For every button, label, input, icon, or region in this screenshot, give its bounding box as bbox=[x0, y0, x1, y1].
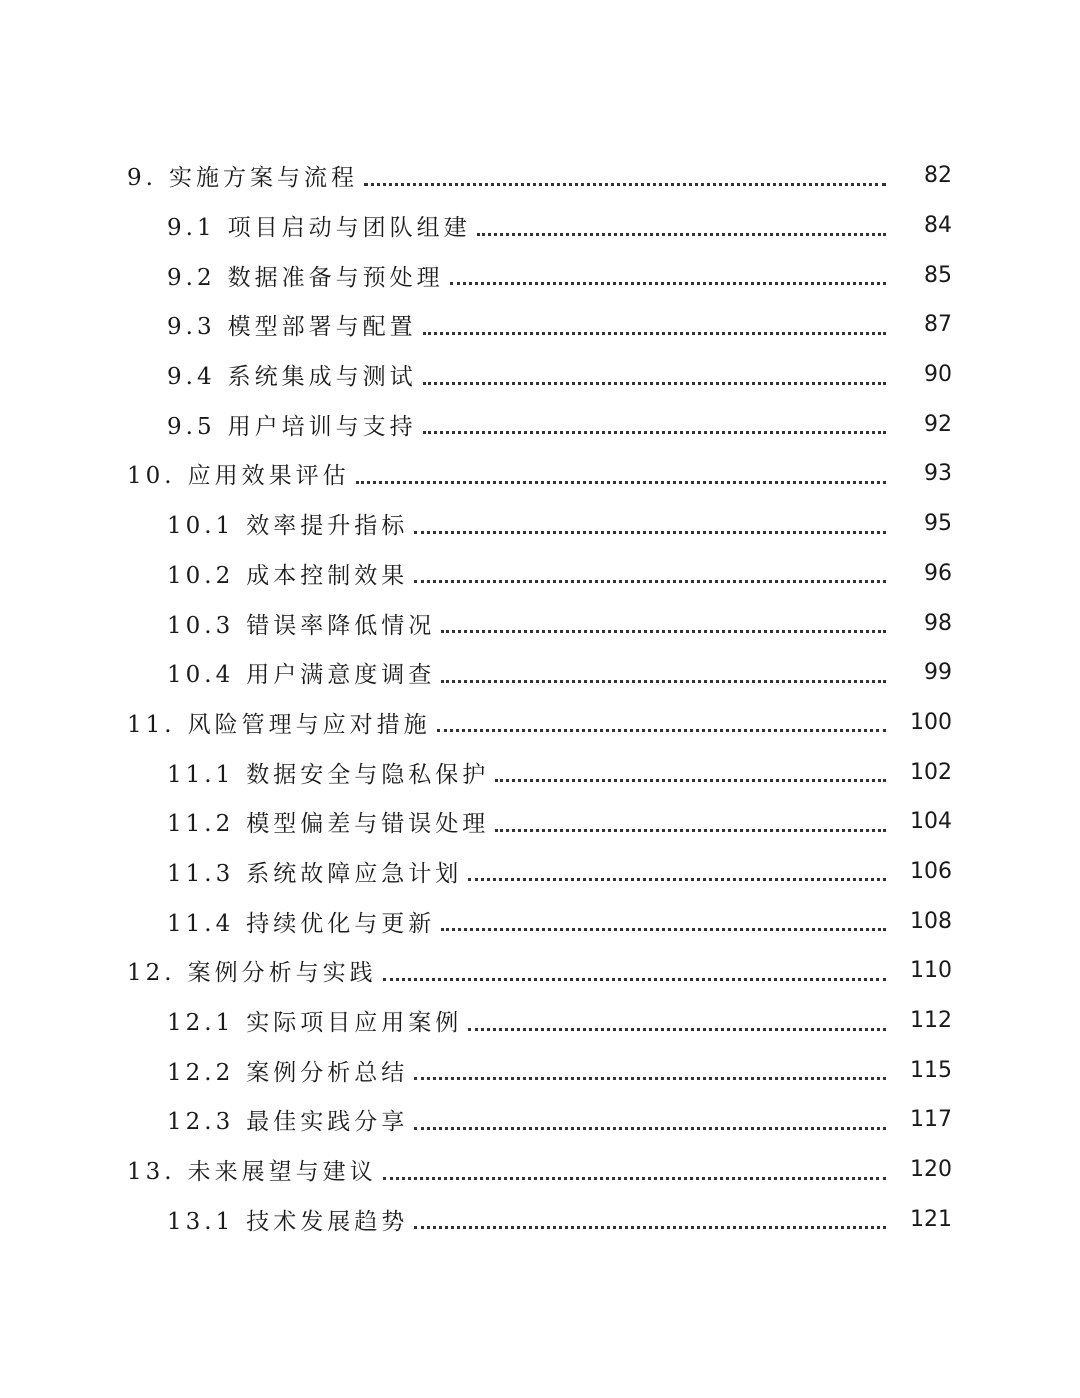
toc-entry-number: 10.4 bbox=[167, 662, 235, 689]
toc-entry-label bbox=[127, 954, 381, 987]
toc-entry-label bbox=[127, 159, 362, 192]
toc-subsection-entry[interactable] bbox=[0, 1095, 1080, 1145]
toc-entry-number: 9.3 bbox=[167, 314, 216, 341]
toc-page-number: 108 bbox=[910, 908, 952, 934]
toc-entry-label bbox=[167, 358, 421, 391]
toc-entry-number: 9.4 bbox=[167, 364, 216, 391]
toc-dot-leader bbox=[414, 579, 886, 583]
toc-page-number: 98 bbox=[924, 610, 952, 636]
toc-section-entry[interactable] bbox=[0, 698, 1080, 748]
toc-dot-leader bbox=[356, 480, 886, 484]
toc-entry-number: 9.2 bbox=[167, 264, 216, 291]
toc-entry-title: 持续优化与更新 bbox=[246, 910, 436, 937]
toc-entry-title: 实施方案与流程 bbox=[168, 165, 358, 192]
toc-dot-leader bbox=[441, 679, 886, 683]
toc-subsection-entry[interactable] bbox=[0, 1045, 1080, 1095]
toc-entry-title: 数据准备与预处理 bbox=[227, 264, 444, 291]
toc-entry-title: 未来展望与建议 bbox=[187, 1159, 377, 1186]
toc-entry-number: 9.1 bbox=[167, 215, 216, 242]
toc-entry-title: 案例分析与实践 bbox=[187, 960, 377, 987]
toc-subsection-entry[interactable] bbox=[0, 399, 1080, 449]
toc-page-number: 117 bbox=[910, 1107, 952, 1133]
toc-entry-title: 技术发展趋势 bbox=[246, 1208, 409, 1235]
toc-section-entry[interactable] bbox=[0, 449, 1080, 499]
toc-page-number: 112 bbox=[910, 1008, 952, 1034]
toc-dot-leader bbox=[414, 530, 886, 534]
toc-entry-label bbox=[167, 408, 421, 441]
toc-entry-number: 12.1 bbox=[167, 1010, 235, 1037]
toc-entry-label bbox=[167, 756, 493, 789]
toc-entry-number: 11.1 bbox=[167, 761, 235, 788]
toc-entry-title: 系统故障应急计划 bbox=[246, 860, 463, 887]
toc-entry-title: 数据安全与隐私保护 bbox=[246, 761, 490, 788]
toc-entry-title: 用户培训与支持 bbox=[227, 413, 417, 440]
toc-dot-leader bbox=[468, 1027, 886, 1031]
toc-entry-label bbox=[167, 905, 439, 938]
toc-dot-leader bbox=[383, 977, 886, 981]
toc-entry-title: 系统集成与测试 bbox=[227, 364, 417, 391]
toc-entry-label bbox=[167, 855, 466, 888]
toc-subsection-entry[interactable] bbox=[0, 896, 1080, 946]
toc-entry-number: 11. bbox=[127, 711, 176, 738]
toc-entry-label bbox=[167, 1054, 412, 1087]
toc-subsection-entry[interactable] bbox=[0, 747, 1080, 797]
toc-dot-leader bbox=[423, 381, 886, 385]
toc-section-entry[interactable] bbox=[0, 1145, 1080, 1195]
toc-entry-number: 10.1 bbox=[167, 513, 235, 540]
table-of-contents bbox=[0, 151, 1080, 1244]
toc-page-number: 121 bbox=[910, 1206, 952, 1232]
toc-entry-label bbox=[127, 706, 435, 739]
toc-subsection-entry[interactable] bbox=[0, 1194, 1080, 1244]
toc-dot-leader bbox=[414, 1076, 886, 1080]
toc-entry-label bbox=[167, 557, 412, 590]
toc-entry-number: 11.3 bbox=[167, 860, 235, 887]
toc-subsection-entry[interactable] bbox=[0, 847, 1080, 897]
toc-entry-title: 风险管理与应对措施 bbox=[187, 711, 431, 738]
toc-subsection-entry[interactable] bbox=[0, 648, 1080, 698]
toc-dot-leader bbox=[441, 629, 886, 633]
toc-dot-leader bbox=[437, 728, 886, 732]
toc-entry-title: 项目启动与团队组建 bbox=[227, 215, 471, 242]
toc-entry-label bbox=[167, 209, 475, 242]
toc-entry-number: 10.2 bbox=[167, 562, 235, 589]
toc-section-entry[interactable] bbox=[0, 151, 1080, 201]
toc-entry-label bbox=[167, 656, 439, 689]
toc-entry-title: 错误率降低情况 bbox=[246, 612, 436, 639]
toc-subsection-entry[interactable] bbox=[0, 598, 1080, 648]
toc-page-number: 110 bbox=[910, 958, 952, 984]
toc-entry-number: 12. bbox=[127, 960, 176, 987]
toc-entry-number: 11.2 bbox=[167, 811, 235, 838]
toc-dot-leader bbox=[441, 927, 886, 931]
toc-entry-label bbox=[167, 259, 448, 292]
toc-entry-number: 12.2 bbox=[167, 1059, 235, 1086]
toc-entry-number: 10. bbox=[127, 463, 176, 490]
toc-page-number: 82 bbox=[924, 163, 952, 189]
toc-dot-leader bbox=[423, 430, 886, 434]
toc-page-number: 87 bbox=[924, 312, 952, 338]
toc-entry-title: 最佳实践分享 bbox=[246, 1109, 409, 1136]
toc-entry-number: 11.4 bbox=[167, 910, 235, 937]
toc-entry-label bbox=[167, 308, 421, 341]
toc-page-number: 120 bbox=[910, 1157, 952, 1183]
toc-page-number: 104 bbox=[910, 809, 952, 835]
toc-dot-leader bbox=[450, 281, 886, 285]
toc-page-number: 106 bbox=[910, 858, 952, 884]
toc-page-number: 85 bbox=[924, 262, 952, 288]
toc-entry-number: 10.3 bbox=[167, 612, 235, 639]
toc-page-number: 96 bbox=[924, 560, 952, 586]
toc-entry-title: 成本控制效果 bbox=[246, 562, 409, 589]
toc-page-number: 115 bbox=[910, 1057, 952, 1083]
toc-entry-label bbox=[127, 1153, 381, 1186]
toc-dot-leader bbox=[477, 232, 886, 236]
toc-entry-label bbox=[167, 507, 412, 540]
toc-entry-label bbox=[167, 1203, 412, 1236]
toc-dot-leader bbox=[414, 1126, 886, 1130]
toc-entry-label bbox=[167, 805, 493, 838]
toc-page-number: 93 bbox=[924, 461, 952, 487]
toc-section-entry[interactable] bbox=[0, 946, 1080, 996]
toc-subsection-entry[interactable] bbox=[0, 996, 1080, 1046]
toc-subsection-entry[interactable] bbox=[0, 250, 1080, 300]
toc-page-number: 102 bbox=[910, 759, 952, 785]
toc-page-number: 92 bbox=[924, 411, 952, 437]
toc-page-number: 100 bbox=[910, 709, 952, 735]
toc-entry-label bbox=[167, 1004, 466, 1037]
toc-entry-title: 效率提升指标 bbox=[246, 513, 409, 540]
toc-page-number: 99 bbox=[924, 660, 952, 686]
toc-entry-title: 模型部署与配置 bbox=[227, 314, 417, 341]
toc-entry-title: 模型偏差与错误处理 bbox=[246, 811, 490, 838]
toc-subsection-entry[interactable] bbox=[0, 797, 1080, 847]
toc-entry-number: 9.5 bbox=[167, 413, 216, 440]
toc-entry-title: 案例分析总结 bbox=[246, 1059, 409, 1086]
toc-subsection-entry[interactable] bbox=[0, 300, 1080, 350]
toc-entry-number: 13.1 bbox=[167, 1208, 235, 1235]
toc-subsection-entry[interactable] bbox=[0, 549, 1080, 599]
toc-entry-title: 应用效果评估 bbox=[187, 463, 350, 490]
toc-page-number: 84 bbox=[924, 213, 952, 239]
toc-entry-title: 用户满意度调查 bbox=[246, 662, 436, 689]
toc-entry-label bbox=[127, 457, 354, 490]
toc-dot-leader bbox=[495, 828, 886, 832]
toc-dot-leader bbox=[423, 331, 886, 335]
toc-dot-leader bbox=[414, 1225, 886, 1229]
toc-entry-number: 9. bbox=[127, 165, 157, 192]
toc-dot-leader bbox=[468, 877, 886, 881]
toc-entry-label bbox=[167, 607, 439, 640]
toc-subsection-entry[interactable] bbox=[0, 499, 1080, 549]
toc-dot-leader bbox=[495, 778, 886, 782]
toc-entry-label bbox=[167, 1103, 412, 1136]
toc-entry-number: 12.3 bbox=[167, 1109, 235, 1136]
toc-dot-leader bbox=[364, 182, 886, 186]
toc-page-number: 95 bbox=[924, 511, 952, 537]
toc-entry-number: 13. bbox=[127, 1159, 176, 1186]
toc-dot-leader bbox=[383, 1176, 886, 1180]
toc-subsection-entry[interactable] bbox=[0, 350, 1080, 400]
toc-page-number: 90 bbox=[924, 362, 952, 388]
toc-entry-title: 实际项目应用案例 bbox=[246, 1010, 463, 1037]
toc-subsection-entry[interactable] bbox=[0, 201, 1080, 251]
